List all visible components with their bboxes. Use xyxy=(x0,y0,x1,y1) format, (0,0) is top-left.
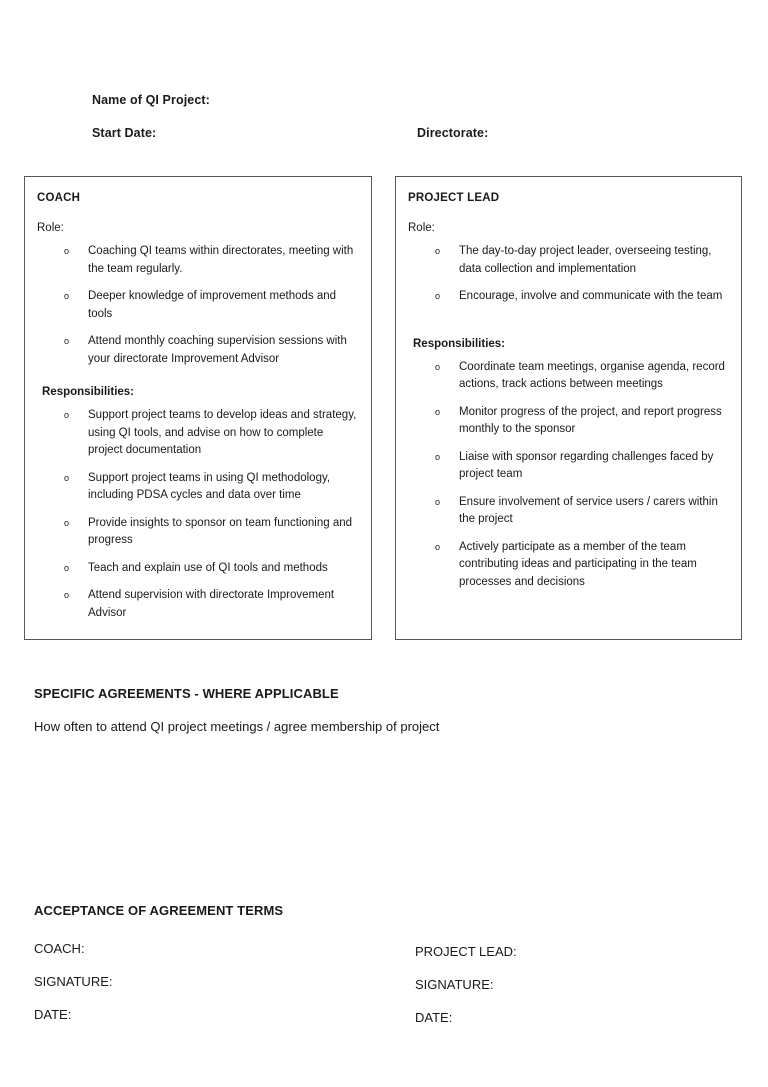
project-lead-responsibilities-label: Responsibilities: xyxy=(413,337,506,350)
list-item-text: Monitor progress of the project, and report progress monthly to the sponsor xyxy=(459,405,722,435)
bullet-circle-icon: o xyxy=(64,590,70,600)
field-label-directorate: Directorate: xyxy=(417,126,489,140)
project-lead-box-title: PROJECT LEAD xyxy=(408,192,500,204)
coach-responsibilities-label: Responsibilities: xyxy=(42,386,135,398)
list-item-text: Support project teams in using QI methodology, including PDSA cycles and data over time xyxy=(88,471,331,501)
header-row-project-name xyxy=(0,92,768,125)
specific-agreements-title: SPECIFIC AGREEMENTS - WHERE APPLICABLE xyxy=(34,686,339,701)
signature-column-coach xyxy=(34,940,113,1024)
bullet-circle-icon: o xyxy=(64,336,70,346)
list-item xyxy=(408,494,729,529)
list-item xyxy=(408,359,729,394)
list-item-text: Actively participate as a member of the team contributing ideas and participating in the team processes and decisions xyxy=(459,540,697,588)
list-item-text: Coaching QI teams within directorates, meeting with the team regularly. xyxy=(88,245,354,275)
acceptance-section xyxy=(34,902,754,1030)
bullet-circle-icon: o xyxy=(435,496,441,507)
list-item xyxy=(37,243,359,278)
list-item xyxy=(37,560,359,578)
list-item-text: Provide insights to sponsor on team functioning and progress xyxy=(88,516,353,546)
signature-label-coach-signature: SIGNATURE: xyxy=(34,974,113,989)
list-item xyxy=(37,288,359,323)
project-lead-role-label: Role: xyxy=(408,222,435,234)
coach-responsibilities-list xyxy=(37,407,359,622)
signature-label-project-lead-date: DATE: xyxy=(415,1010,453,1025)
list-item-text: Teach and explain use of QI tools and methods xyxy=(88,561,328,574)
coach-role-label: Role: xyxy=(37,222,64,234)
signature-label-coach-name: COACH: xyxy=(34,941,85,956)
list-item xyxy=(408,243,729,278)
header-fields xyxy=(0,92,768,158)
bullet-circle-icon: o xyxy=(435,246,441,256)
project-lead-role-list xyxy=(408,243,729,306)
list-item xyxy=(408,404,729,439)
list-item xyxy=(408,449,729,484)
acceptance-title: ACCEPTANCE OF AGREEMENT TERMS xyxy=(34,903,284,918)
list-item-text: Attend monthly coaching supervision sessions with your directorate Improvement Advisor xyxy=(88,335,347,365)
signature-label-project-lead-name: PROJECT LEAD: xyxy=(415,944,517,959)
list-item xyxy=(408,288,729,306)
list-item xyxy=(37,587,359,622)
list-item-text: Deeper knowledge of improvement methods and tools xyxy=(88,290,337,320)
list-item-text: Coordinate team meetings, organise agenda, record actions, track actions between meetings xyxy=(459,360,725,390)
header-row-start-date-directorate xyxy=(0,125,768,158)
list-item xyxy=(408,539,729,592)
signature-label-coach-date: DATE: xyxy=(34,1007,72,1022)
bullet-circle-icon: o xyxy=(64,291,70,301)
list-item xyxy=(37,407,359,460)
list-item-text: Support project teams to develop ideas and strategy, using QI tools, and advise on how to complete project documentation xyxy=(88,409,357,456)
coach-box-title: COACH xyxy=(37,192,81,204)
coach-role-list xyxy=(37,243,359,368)
list-item-text: Ensure involvement of service users / carers within the project xyxy=(459,495,718,525)
list-item-text: Attend supervision with directorate Improvement Advisor xyxy=(88,589,335,619)
list-item xyxy=(37,333,359,368)
list-item xyxy=(37,470,359,505)
role-boxes xyxy=(0,176,768,640)
bullet-circle-icon: o xyxy=(435,406,441,417)
specific-agreements-body: How often to attend QI project meetings / agree membership of project xyxy=(34,719,440,734)
list-item-text: The day-to-day project leader, overseeing testing, data collection and implementation xyxy=(459,245,712,275)
bullet-circle-icon: o xyxy=(435,361,441,372)
field-label-start-date: Start Date: xyxy=(92,126,157,140)
field-label-project-name: Name of QI Project: xyxy=(92,93,210,107)
signature-label-project-lead-signature: SIGNATURE: xyxy=(415,977,494,992)
bullet-circle-icon: o xyxy=(64,517,70,528)
project-lead-box xyxy=(395,176,742,640)
coach-box xyxy=(24,176,372,640)
bullet-circle-icon: o xyxy=(64,410,70,420)
specific-agreements-section xyxy=(34,685,439,736)
bullet-circle-icon: o xyxy=(64,246,70,256)
bullet-circle-icon: o xyxy=(435,541,441,552)
signature-grid xyxy=(34,940,754,1030)
signature-column-project-lead xyxy=(415,943,517,1027)
bullet-circle-icon: o xyxy=(435,451,441,462)
bullet-circle-icon: o xyxy=(435,291,441,301)
list-item-text: Liaise with sponsor regarding challenges faced by project team xyxy=(459,450,714,480)
project-lead-responsibilities-list xyxy=(408,359,729,592)
list-item-text: Encourage, involve and communicate with the team xyxy=(459,290,723,302)
bullet-circle-icon: o xyxy=(64,472,70,483)
bullet-circle-icon: o xyxy=(64,562,70,573)
list-item xyxy=(37,515,359,550)
